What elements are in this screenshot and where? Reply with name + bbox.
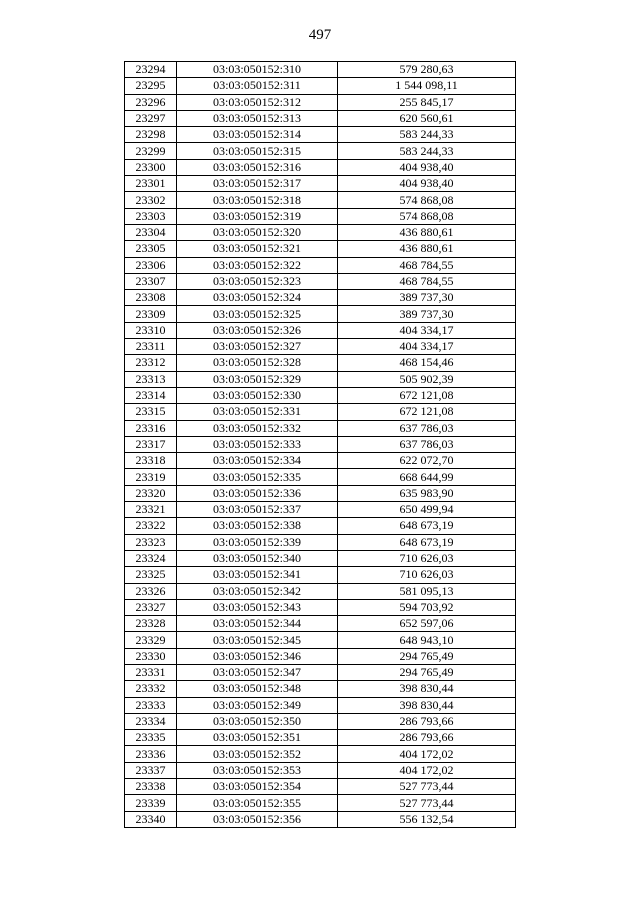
page-number: 497 <box>308 27 332 43</box>
table-row <box>125 779 516 795</box>
row-number-cell: 23332 <box>125 681 177 697</box>
table-row <box>125 404 516 420</box>
table-row <box>125 387 516 403</box>
cadastral-value-cell: 583 244,33 <box>338 127 516 143</box>
table-row <box>125 371 516 387</box>
cadastral-value-cell: 468 784,55 <box>338 257 516 273</box>
table-row <box>125 192 516 208</box>
table-row <box>125 550 516 566</box>
cadastral-number-cell: 03:03:050152:333 <box>177 436 338 452</box>
table-row <box>125 730 516 746</box>
row-number-cell: 23296 <box>125 94 177 110</box>
cadastral-value-cell: 286 793,66 <box>338 713 516 729</box>
cadastral-value-cell: 556 132,54 <box>338 811 516 827</box>
cadastral-value-cell: 527 773,44 <box>338 795 516 811</box>
cadastral-number-cell: 03:03:050152:313 <box>177 110 338 126</box>
table-row <box>125 746 516 762</box>
cadastral-value-table <box>124 61 516 828</box>
row-number-cell: 23331 <box>125 664 177 680</box>
row-number-cell: 23337 <box>125 762 177 778</box>
cadastral-value-cell: 398 830,44 <box>338 697 516 713</box>
row-number-cell: 23339 <box>125 795 177 811</box>
table-row <box>125 664 516 680</box>
table-row <box>125 795 516 811</box>
table-row <box>125 127 516 143</box>
cadastral-value-cell: 710 626,03 <box>338 567 516 583</box>
cadastral-number-cell: 03:03:050152:324 <box>177 290 338 306</box>
table-row <box>125 176 516 192</box>
cadastral-number-cell: 03:03:050152:355 <box>177 795 338 811</box>
table-row <box>125 241 516 257</box>
cadastral-value-cell: 404 172,02 <box>338 762 516 778</box>
row-number-cell: 23340 <box>125 811 177 827</box>
row-number-cell: 23325 <box>125 567 177 583</box>
row-number-cell: 23297 <box>125 110 177 126</box>
row-number-cell: 23299 <box>125 143 177 159</box>
cadastral-number-cell: 03:03:050152:312 <box>177 94 338 110</box>
row-number-cell: 23322 <box>125 518 177 534</box>
row-number-cell: 23306 <box>125 257 177 273</box>
table-row <box>125 632 516 648</box>
row-number-cell: 23311 <box>125 339 177 355</box>
cadastral-number-cell: 03:03:050152:318 <box>177 192 338 208</box>
cadastral-value-cell: 404 938,40 <box>338 176 516 192</box>
row-number-cell: 23308 <box>125 290 177 306</box>
cadastral-number-cell: 03:03:050152:351 <box>177 730 338 746</box>
row-number-cell: 23335 <box>125 730 177 746</box>
table-row <box>125 681 516 697</box>
table-row <box>125 453 516 469</box>
table-row <box>125 78 516 94</box>
row-number-cell: 23303 <box>125 208 177 224</box>
cadastral-value-cell: 635 983,90 <box>338 485 516 501</box>
cadastral-value-cell: 505 902,39 <box>338 371 516 387</box>
cadastral-number-cell: 03:03:050152:331 <box>177 404 338 420</box>
cadastral-number-cell: 03:03:050152:322 <box>177 257 338 273</box>
row-number-cell: 23298 <box>125 127 177 143</box>
row-number-cell: 23330 <box>125 648 177 664</box>
cadastral-number-cell: 03:03:050152:350 <box>177 713 338 729</box>
row-number-cell: 23304 <box>125 224 177 240</box>
row-number-cell: 23310 <box>125 322 177 338</box>
row-number-cell: 23312 <box>125 355 177 371</box>
table-body <box>125 62 516 828</box>
table-row <box>125 224 516 240</box>
table-row <box>125 322 516 338</box>
row-number-cell: 23300 <box>125 159 177 175</box>
row-number-cell: 23338 <box>125 779 177 795</box>
row-number-cell: 23307 <box>125 273 177 289</box>
row-number-cell: 23324 <box>125 550 177 566</box>
table-row <box>125 436 516 452</box>
table-row <box>125 110 516 126</box>
table-row <box>125 273 516 289</box>
cadastral-value-cell: 389 737,30 <box>338 290 516 306</box>
row-number-cell: 23316 <box>125 420 177 436</box>
cadastral-number-cell: 03:03:050152:346 <box>177 648 338 664</box>
table-row <box>125 208 516 224</box>
cadastral-value-cell: 648 673,19 <box>338 518 516 534</box>
cadastral-value-cell: 668 644,99 <box>338 469 516 485</box>
cadastral-value-cell: 436 880,61 <box>338 241 516 257</box>
table-row <box>125 143 516 159</box>
cadastral-value-cell: 581 095,13 <box>338 583 516 599</box>
table-row <box>125 290 516 306</box>
cadastral-value-cell: 648 943,10 <box>338 632 516 648</box>
table-row <box>125 762 516 778</box>
cadastral-number-cell: 03:03:050152:343 <box>177 599 338 615</box>
table-row <box>125 62 516 78</box>
table-row <box>125 534 516 550</box>
cadastral-number-cell: 03:03:050152:321 <box>177 241 338 257</box>
cadastral-number-cell: 03:03:050152:323 <box>177 273 338 289</box>
cadastral-value-cell: 650 499,94 <box>338 502 516 518</box>
cadastral-value-cell: 294 765,49 <box>338 648 516 664</box>
table-row <box>125 583 516 599</box>
cadastral-value-cell: 468 154,46 <box>338 355 516 371</box>
cadastral-number-cell: 03:03:050152:340 <box>177 550 338 566</box>
table-row <box>125 599 516 615</box>
cadastral-number-cell: 03:03:050152:320 <box>177 224 338 240</box>
row-number-cell: 23314 <box>125 387 177 403</box>
cadastral-number-cell: 03:03:050152:338 <box>177 518 338 534</box>
table-row <box>125 420 516 436</box>
cadastral-value-cell: 468 784,55 <box>338 273 516 289</box>
cadastral-number-cell: 03:03:050152:329 <box>177 371 338 387</box>
cadastral-value-cell: 583 244,33 <box>338 143 516 159</box>
row-number-cell: 23309 <box>125 306 177 322</box>
row-number-cell: 23329 <box>125 632 177 648</box>
cadastral-value-cell: 389 737,30 <box>338 306 516 322</box>
table-row <box>125 567 516 583</box>
cadastral-number-cell: 03:03:050152:328 <box>177 355 338 371</box>
row-number-cell: 23334 <box>125 713 177 729</box>
cadastral-value-cell: 652 597,06 <box>338 616 516 632</box>
row-number-cell: 23319 <box>125 469 177 485</box>
cadastral-value-cell: 398 830,44 <box>338 681 516 697</box>
table-row <box>125 306 516 322</box>
cadastral-value-cell: 622 072,70 <box>338 453 516 469</box>
cadastral-value-cell: 255 845,17 <box>338 94 516 110</box>
row-number-cell: 23305 <box>125 241 177 257</box>
cadastral-value-cell: 620 560,61 <box>338 110 516 126</box>
cadastral-number-cell: 03:03:050152:344 <box>177 616 338 632</box>
row-number-cell: 23327 <box>125 599 177 615</box>
cadastral-number-cell: 03:03:050152:349 <box>177 697 338 713</box>
cadastral-number-cell: 03:03:050152:326 <box>177 322 338 338</box>
cadastral-number-cell: 03:03:050152:348 <box>177 681 338 697</box>
table-row <box>125 469 516 485</box>
table-row <box>125 94 516 110</box>
row-number-cell: 23321 <box>125 502 177 518</box>
table-row <box>125 257 516 273</box>
cadastral-number-cell: 03:03:050152:325 <box>177 306 338 322</box>
cadastral-number-cell: 03:03:050152:316 <box>177 159 338 175</box>
cadastral-number-cell: 03:03:050152:352 <box>177 746 338 762</box>
cadastral-number-cell: 03:03:050152:347 <box>177 664 338 680</box>
row-number-cell: 23301 <box>125 176 177 192</box>
cadastral-value-cell: 579 280,63 <box>338 62 516 78</box>
row-number-cell: 23294 <box>125 62 177 78</box>
row-number-cell: 23320 <box>125 485 177 501</box>
cadastral-value-cell: 404 172,02 <box>338 746 516 762</box>
cadastral-number-cell: 03:03:050152:339 <box>177 534 338 550</box>
row-number-cell: 23317 <box>125 436 177 452</box>
row-number-cell: 23323 <box>125 534 177 550</box>
cadastral-value-cell: 574 868,08 <box>338 208 516 224</box>
cadastral-value-cell: 404 938,40 <box>338 159 516 175</box>
cadastral-value-cell: 710 626,03 <box>338 550 516 566</box>
table-row <box>125 648 516 664</box>
cadastral-number-cell: 03:03:050152:353 <box>177 762 338 778</box>
cadastral-number-cell: 03:03:050152:315 <box>177 143 338 159</box>
cadastral-value-cell: 648 673,19 <box>338 534 516 550</box>
cadastral-value-cell: 594 703,92 <box>338 599 516 615</box>
cadastral-value-cell: 574 868,08 <box>338 192 516 208</box>
table-row <box>125 713 516 729</box>
cadastral-value-cell: 286 793,66 <box>338 730 516 746</box>
cadastral-number-cell: 03:03:050152:330 <box>177 387 338 403</box>
cadastral-number-cell: 03:03:050152:311 <box>177 78 338 94</box>
cadastral-number-cell: 03:03:050152:310 <box>177 62 338 78</box>
cadastral-value-cell: 637 786,03 <box>338 436 516 452</box>
cadastral-value-cell: 404 334,17 <box>338 322 516 338</box>
cadastral-value-cell: 1 544 098,11 <box>338 78 516 94</box>
cadastral-number-cell: 03:03:050152:317 <box>177 176 338 192</box>
row-number-cell: 23333 <box>125 697 177 713</box>
row-number-cell: 23302 <box>125 192 177 208</box>
cadastral-number-cell: 03:03:050152:341 <box>177 567 338 583</box>
table-row <box>125 502 516 518</box>
cadastral-number-cell: 03:03:050152:342 <box>177 583 338 599</box>
cadastral-number-cell: 03:03:050152:334 <box>177 453 338 469</box>
cadastral-number-cell: 03:03:050152:314 <box>177 127 338 143</box>
cadastral-value-cell: 436 880,61 <box>338 224 516 240</box>
cadastral-number-cell: 03:03:050152:337 <box>177 502 338 518</box>
table-row <box>125 159 516 175</box>
table-row <box>125 616 516 632</box>
cadastral-number-cell: 03:03:050152:354 <box>177 779 338 795</box>
cadastral-number-cell: 03:03:050152:336 <box>177 485 338 501</box>
cadastral-value-cell: 294 765,49 <box>338 664 516 680</box>
cadastral-value-cell: 672 121,08 <box>338 387 516 403</box>
cadastral-number-cell: 03:03:050152:356 <box>177 811 338 827</box>
cadastral-number-cell: 03:03:050152:327 <box>177 339 338 355</box>
cadastral-number-cell: 03:03:050152:319 <box>177 208 338 224</box>
row-number-cell: 23336 <box>125 746 177 762</box>
cadastral-number-cell: 03:03:050152:345 <box>177 632 338 648</box>
row-number-cell: 23313 <box>125 371 177 387</box>
table-row <box>125 697 516 713</box>
cadastral-number-cell: 03:03:050152:335 <box>177 469 338 485</box>
row-number-cell: 23295 <box>125 78 177 94</box>
row-number-cell: 23326 <box>125 583 177 599</box>
table-row <box>125 811 516 827</box>
table-row <box>125 339 516 355</box>
cadastral-value-cell: 637 786,03 <box>338 420 516 436</box>
table-row <box>125 355 516 371</box>
row-number-cell: 23328 <box>125 616 177 632</box>
table-row <box>125 485 516 501</box>
cadastral-number-cell: 03:03:050152:332 <box>177 420 338 436</box>
row-number-cell: 23318 <box>125 453 177 469</box>
row-number-cell: 23315 <box>125 404 177 420</box>
cadastral-value-cell: 527 773,44 <box>338 779 516 795</box>
cadastral-value-cell: 672 121,08 <box>338 404 516 420</box>
table-row <box>125 518 516 534</box>
cadastral-value-cell: 404 334,17 <box>338 339 516 355</box>
